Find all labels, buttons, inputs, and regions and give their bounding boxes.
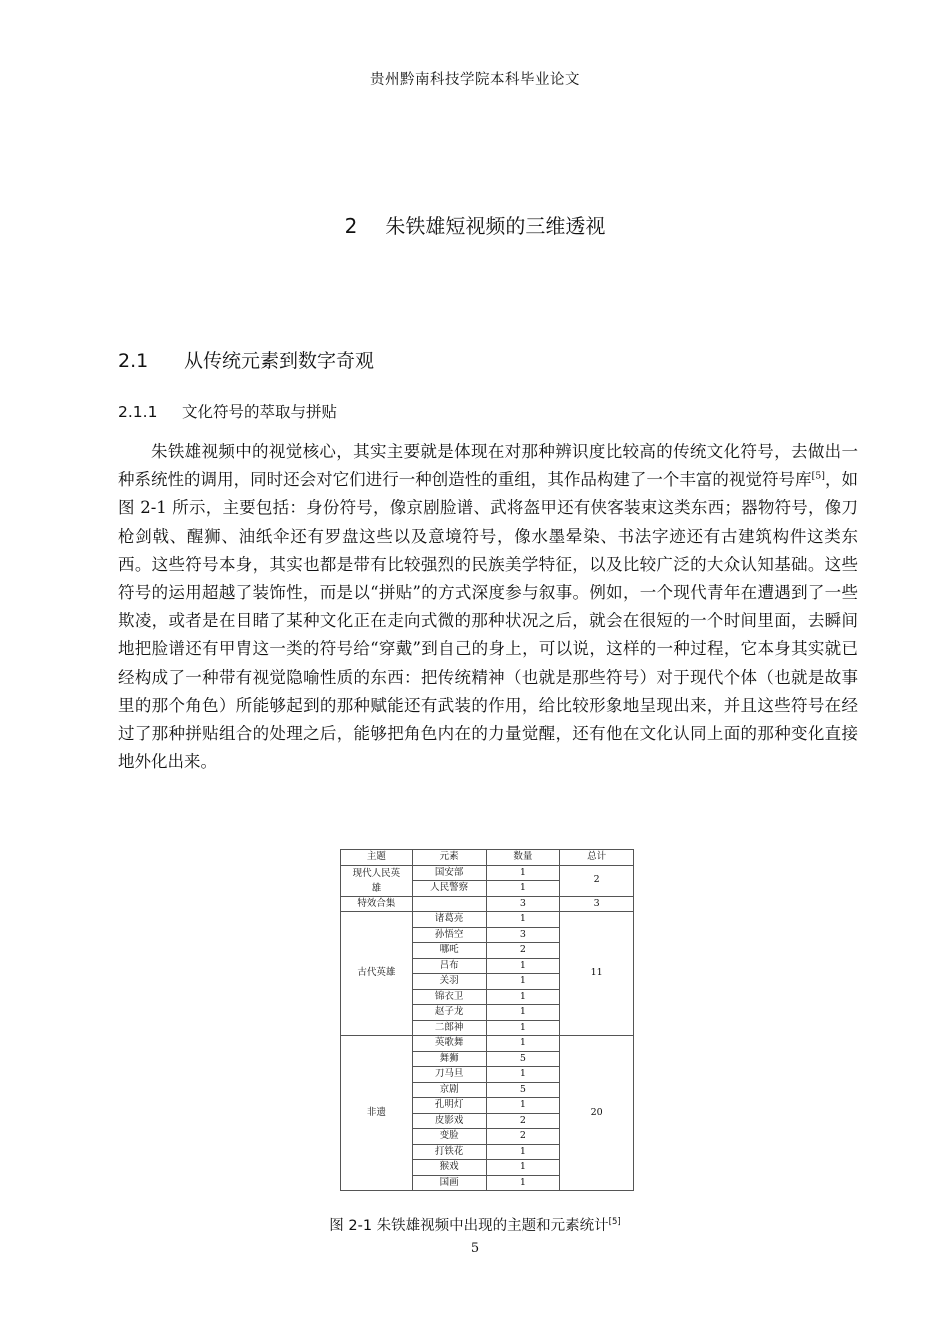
element-cell: 舞狮 [412,1051,486,1067]
theme-cell: 现代人民英雄 [341,865,413,896]
element-cell: 人民警察 [412,881,486,897]
table-header-row [341,850,634,866]
element-cell: 关羽 [412,974,486,990]
count-cell: 2 [486,943,560,959]
figure-caption-text: 图 2-1 朱铁雄视频中出现的主题和元素统计 [329,1218,609,1234]
running-header: 贵州黔南科技学院本科毕业论文 [370,72,580,88]
element-cell: 打铁花 [412,1144,486,1160]
subsection-title: 文化符号的萃取与拼贴 [182,403,338,421]
element-cell: 诸葛亮 [412,912,486,928]
theme-cell: 非遗 [341,1036,413,1191]
count-cell: 1 [486,1098,560,1114]
count-cell: 1 [486,1160,560,1176]
table-body [341,865,634,1191]
count-cell: 1 [486,974,560,990]
element-cell: 国画 [412,1175,486,1191]
chapter-title-text: 朱铁雄短视频的三维透视 [385,214,606,238]
element-cell: 锦衣卫 [412,989,486,1005]
header-element: 元素 [412,850,486,866]
count-cell: 1 [486,881,560,897]
figure-caption [0,1214,950,1235]
count-cell: 1 [486,912,560,928]
element-cell: 二郎神 [412,1020,486,1036]
element-cell: 孔明灯 [412,1098,486,1114]
count-cell: 1 [486,1067,560,1083]
section-title: 从传统元素到数字奇观 [184,350,375,372]
count-cell: 3 [486,927,560,943]
element-cell: 猴戏 [412,1160,486,1176]
section-number: 2.1 [118,350,149,372]
chapter-number: 2 [344,214,358,238]
element-cell: 哪吒 [412,943,486,959]
chapter-title [0,210,950,239]
element-cell: 京剧 [412,1082,486,1098]
element-cell: 英歌舞 [412,1036,486,1052]
element-cell [412,896,486,912]
count-cell: 2 [486,1129,560,1145]
theme-cell: 特效合集 [341,896,413,912]
count-cell: 1 [486,1020,560,1036]
count-cell: 5 [486,1051,560,1067]
page-number: 5 [470,1241,480,1256]
table-row [341,1036,634,1052]
element-cell: 国安部 [412,865,486,881]
count-cell: 2 [486,1113,560,1129]
header-count: 数量 [486,850,560,866]
citation-ref: [5] [811,470,825,482]
total-cell: 11 [560,912,634,1036]
count-cell: 1 [486,1175,560,1191]
count-cell: 1 [486,958,560,974]
element-cell: 孙悟空 [412,927,486,943]
header-total: 总计 [560,850,634,866]
count-cell: 1 [486,1036,560,1052]
statistics-table [340,849,634,1191]
count-cell: 1 [486,865,560,881]
body-paragraph [118,438,858,776]
figure-citation-ref: [5] [608,1217,621,1228]
count-cell: 1 [486,1144,560,1160]
table-row [341,912,634,928]
element-cell: 刀马旦 [412,1067,486,1083]
header-theme: 主题 [341,850,413,866]
element-cell: 吕布 [412,958,486,974]
theme-cell: 古代英雄 [341,912,413,1036]
element-cell: 赵子龙 [412,1005,486,1021]
table-row [341,896,634,912]
total-cell: 20 [560,1036,634,1191]
section-heading [118,346,374,373]
total-cell: 3 [560,896,634,912]
count-cell: 3 [486,896,560,912]
subsection-heading [118,400,337,422]
count-cell: 5 [486,1082,560,1098]
element-cell: 皮影戏 [412,1113,486,1129]
body-text-part-2: ，如图 2-1 所示，主要包括：身份符号，像京剧脸谱、武将盔甲还有侠客装束这类东西；器物符号，像刀枪剑戟、醒狮、油纸伞还有罗盘这些以及意境符号，像水墨晕染、书法字迹还有古建筑构件这类东西。这些符号本身，其实也都是带有比较强烈的民族美学特征，以及比较广泛的大众认知基础。这些符号的运用超越了装饰性，而是以“拼贴”的方式深度参与叙事。例如，一个现代青年在遭遇到了一些欺凌，或者是在目睹了某种文化正在走向式微的那种状况之后，就会在很短的一个时间里面，去瞬间地把脸谱还有甲胄这一类的符号给“穿戴”到自己的身上，可以说，这样的一种过程，它本身其实就已经构成了一种带有视觉隐喻性质的东西：把传统精神（也就是那些符号）对于现代个体（也就是故事里的那个角色）所能够起到的那种赋能还有武装的作用，给比较形象地呈现出来，并且这些符号在经过了那种拼贴组合的处理之后，能够把角色内在的力量觉醒，还有他在文化认同上面的那种变化直接地外化出来。 [118,470,859,772]
table-row [341,865,634,881]
total-cell: 2 [560,865,634,896]
subsection-number: 2.1.1 [118,403,158,421]
body-text-part-1: 朱铁雄视频中的视觉核心，其实主要就是体现在对那种辨识度比较高的传统文化符号，去做出一种系统性的调用，同时还会对它们进行一种创造性的重组，其作品构建了一个丰富的视觉符号库 [118,442,858,490]
count-cell: 1 [486,1005,560,1021]
element-cell: 变脸 [412,1129,486,1145]
count-cell: 1 [486,989,560,1005]
